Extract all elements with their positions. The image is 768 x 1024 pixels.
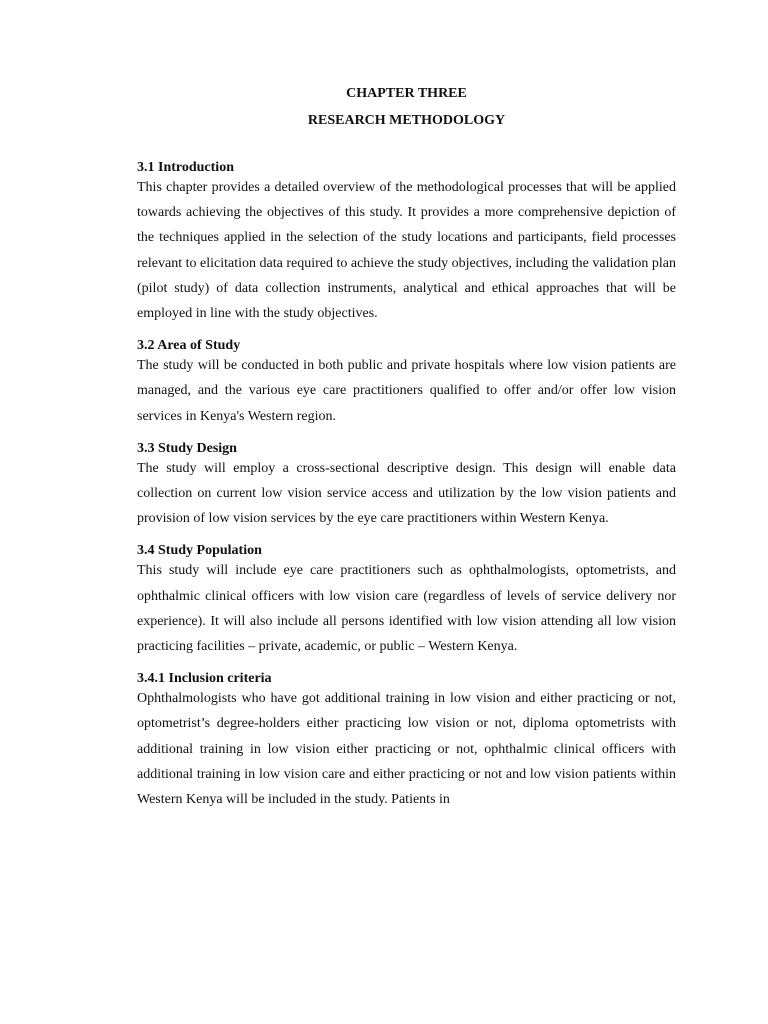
section-paragraph: The study will employ a cross-sectional descriptive design. This design will enable data collection on current low vision service access and utilization by the low vision patients and provision of low vision services by the eye care practitioners within Western Kenya. — [137, 460, 676, 527]
section-heading: 3.1 Introduction — [137, 160, 234, 175]
section-paragraph: This chapter provides a detailed overview of the methodological processes that will be applied towards achieving the objectives of this study. It provides a more comprehensive depiction of the techniques applied in the selection of the study locations and participants, field processes relevant to elicitation data required to achieve the study objectives, including the validation plan (pilot study) of data collection instruments, analytical and ethical approaches that will be employed in line with the study objectives. — [137, 180, 676, 322]
section-paragraph: Ophthalmologists who have got additional training in low vision and either practicing or not, optometrist’s degree-holders either practicing low vision or not, diploma optometrists with additional training in low vision either practicing or not, ophthalmic clinical officers with additional training in low vision care and either practicing or not and low vision patients within Western Kenya will be included in the study. Patients in — [137, 691, 676, 808]
section-study-population — [137, 542, 676, 659]
section-heading: 3.4 Study Population — [137, 543, 262, 559]
section-paragraph: The study will be conducted in both public and private hospitals where low vision patients are managed, and the various eye care practitioners qualified to offer and/or offer low vision services in Kenya's Western region. — [137, 358, 676, 424]
section-paragraph: This study will include eye care practitioners such as ophthalmologists, optometrists, and ophthalmic clinical officers with low vision care (regardless of levels of service delivery nor experience). It will also include all persons identified with low vision attending all low vision practicing facilities – private, academic, or public – Western Kenya. — [137, 563, 676, 655]
document-page — [137, 80, 676, 823]
section-heading: 3.3 Study Design — [137, 440, 237, 456]
section-inclusion-criteria — [137, 670, 676, 812]
section-heading: 3.2 Area of Study — [137, 338, 241, 354]
section-introduction — [137, 159, 676, 326]
section-area-of-study — [137, 337, 676, 429]
chapter-title: RESEARCH METHODOLOGY — [307, 113, 506, 128]
section-heading: 3.4.1 Inclusion criteria — [137, 671, 272, 687]
section-study-design — [137, 440, 676, 532]
chapter-number: CHAPTER THREE — [346, 86, 467, 101]
